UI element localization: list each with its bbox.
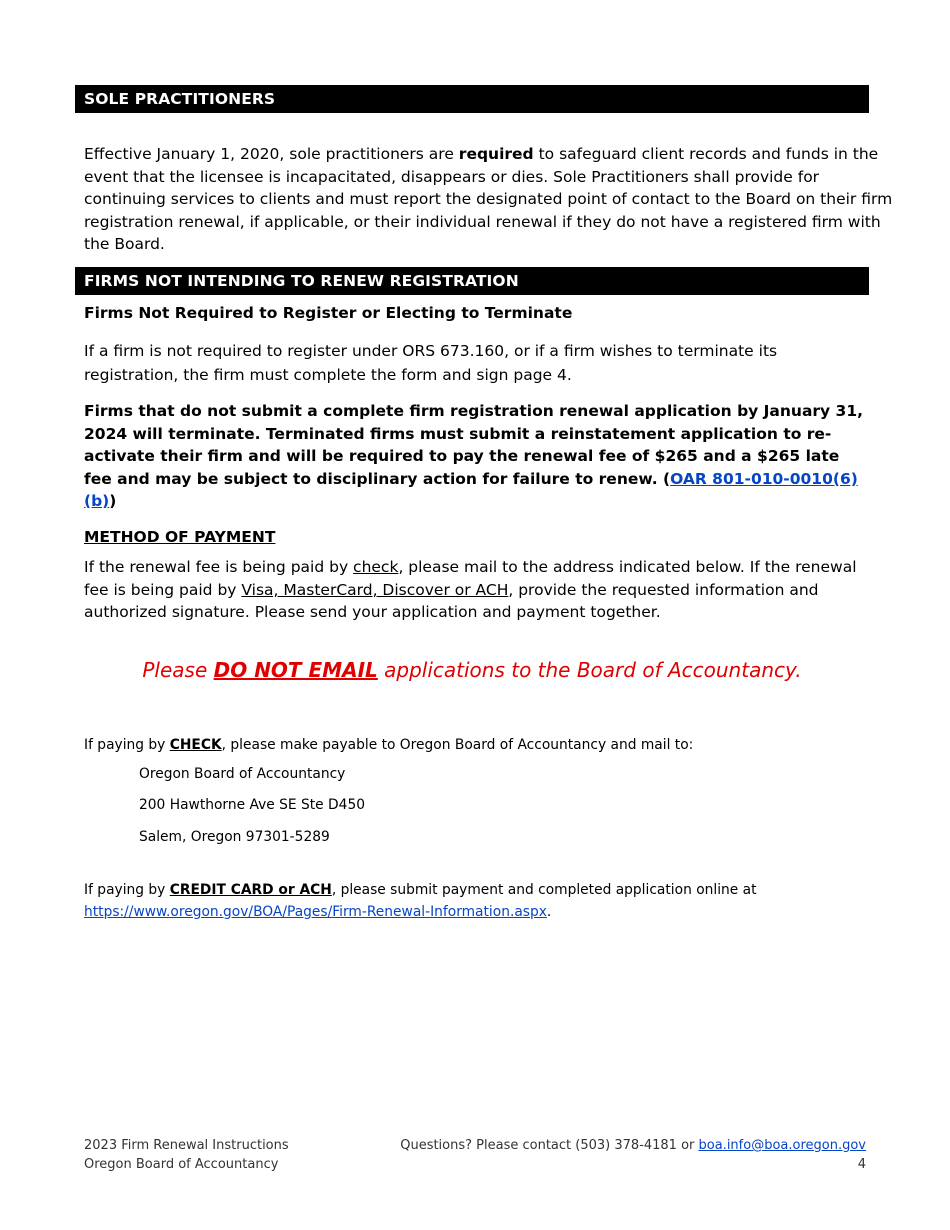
para-text: ) [109, 492, 117, 510]
address-line-3: Salem, Oregon 97301-5289 [139, 829, 330, 845]
renewal-url-link[interactable]: https://www.oregon.gov/BOA/Pages/Firm-Renewal-Information.aspx [84, 904, 547, 920]
oar-link[interactable]: OAR 801-010-0010(6)(b) [84, 469, 858, 510]
warning-text: Please [142, 658, 214, 682]
para-text: , please mail to the address indicated below. If the renewal fee is being paid by [84, 558, 857, 599]
footer-org-name: Oregon Board of Accountancy [84, 1157, 279, 1172]
credit-card-instructions [84, 879, 844, 923]
footer-contact [400, 1136, 866, 1155]
check-text: If paying by [84, 737, 170, 753]
do-not-email-warning [0, 658, 944, 682]
check-bold: CHECK [169, 737, 222, 753]
section-header-firms-not-renewing: FIRMS NOT INTENDING TO RENEW REGISTRATION [75, 267, 869, 295]
para-text: to safeguard client records and funds in the event that the licensee is incapacitated, disappears or dies. Sole Practitioners shall provide for continuing services to clients and must report the designated point of contact to the Board on their firm registration renewal, if applicable, or their individual renewal if they do not have a registered firm with the Board. [84, 145, 893, 253]
section-header-sole-practitioners: SOLE PRACTITIONERS [75, 85, 869, 113]
para-underline: check [353, 558, 399, 576]
not-required-paragraph: If a firm is not required to register under ORS 673.160, or if a firm wishes to terminate its registration, the firm must complete the form and sign page 4. [84, 342, 778, 384]
card-text: If paying by [84, 882, 170, 898]
card-text: , please submit payment and completed application online at [331, 882, 757, 898]
para-text: Firms that do not submit a complete firm registration renewal application by January 31, 2024 will terminate. Terminated firms must submit a reinstatement application to re-activate their firm and will be required to pay the renewal fee of $265 and a $265 late fee and may be subject to disciplinary action for failure to renew. ( [84, 402, 864, 488]
para-text: Effective January 1, 2020, sole practitioners are [84, 145, 459, 163]
para-underline: Visa, MasterCard, Discover or ACH [241, 580, 509, 599]
card-text: . [546, 904, 552, 920]
para-text: If the renewal fee is being paid by [84, 558, 354, 576]
warning-text: applications to the Board of Accountancy. [377, 658, 802, 682]
para-text: , provide the requested information and authorized signature. Please send your application and payment together. [84, 580, 819, 621]
email-link[interactable]: boa.info@boa.oregon.gov [698, 1138, 866, 1153]
card-bold: CREDIT CARD or ACH [169, 882, 332, 898]
termination-paragraph [84, 400, 864, 513]
method-of-payment-paragraph [84, 556, 874, 624]
footer-right [400, 1136, 866, 1174]
sole-practitioners-paragraph [84, 143, 899, 256]
para-bold: required [458, 145, 534, 163]
address-line-1: Oregon Board of Accountancy [139, 766, 346, 782]
warning-emphasis: DO NOT EMAIL [213, 658, 378, 682]
subtitle-terminate: Firms Not Required to Register or Electing to Terminate [84, 304, 573, 322]
footer-doc-title: 2023 Firm Renewal Instructions [84, 1138, 289, 1153]
footer-contact-text: Questions? Please contact (503) 378-4181 or [400, 1138, 699, 1153]
check-instructions [84, 734, 693, 756]
page-number: 4 [857, 1157, 866, 1172]
check-text: , please make payable to Oregon Board of Accountancy and mail to: [221, 737, 694, 753]
address-line-2: 200 Hawthorne Ave SE Ste D450 [139, 797, 366, 813]
method-of-payment-heading: METHOD OF PAYMENT [84, 528, 276, 546]
footer-left [84, 1136, 289, 1174]
